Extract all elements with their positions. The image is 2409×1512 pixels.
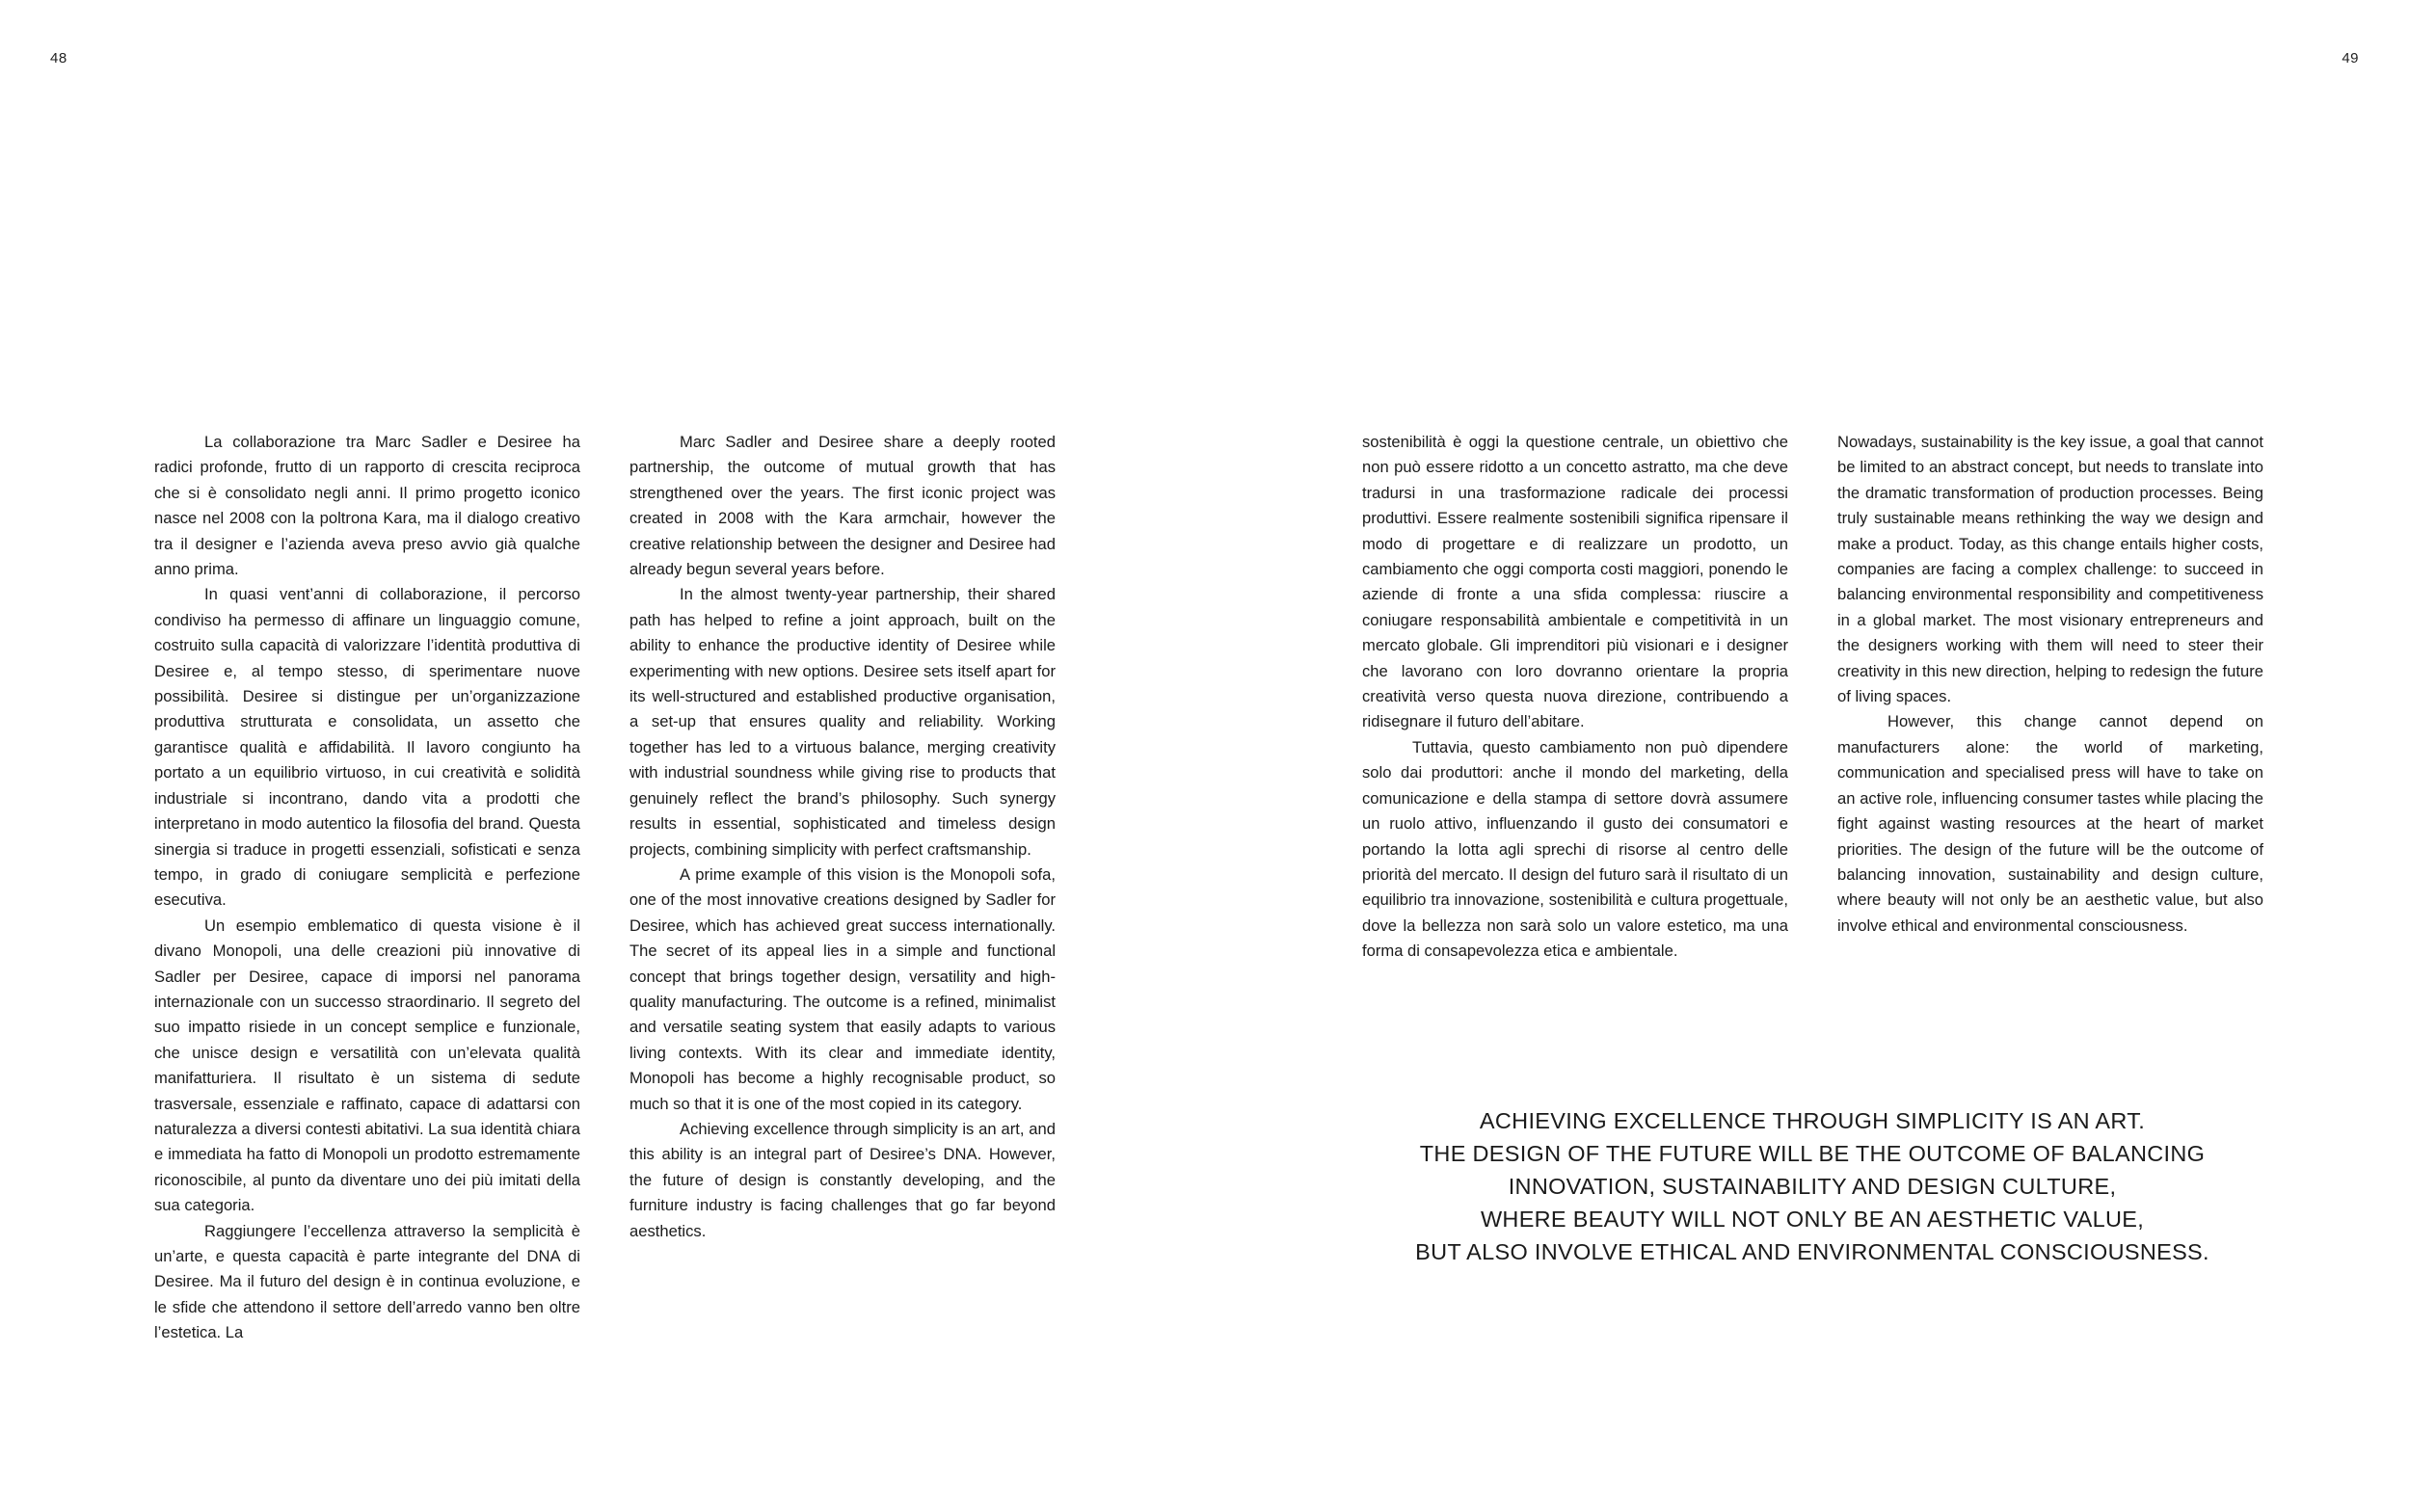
paragraph: Raggiungere l’eccellenza attraverso la semplicità è un’arte, e questa capacità è parte integrante del DNA di Desiree. Ma il futuro del design è in continua evoluzione, e le sfide che attendono il settore dell’arredo vanno ben oltre l’estetica. La: [154, 1221, 580, 1342]
paragraph: Achieving excellence through simplicity is an art, and this ability is an integral part of Desiree’s DNA. However, the future of design is constantly developing, and the furniture industry is facing challenges that go far beyond aesthetics.: [629, 1119, 1056, 1240]
pull-quote: [1388, 1104, 2236, 1268]
paragraph: A prime example of this vision is the Monopoli sofa, one of the most innovative creations designed by Sadler for Desiree, which has achieved great success internationally. The secret of its appeal lies in a simple and functional concept that brings together design, versatility and high-quality manufacturing. The outcome is a refined, minimalist and versatile seating system that easily adapts to various living contexts. With its clear and immediate identity, Monopoli has become a highly recognisable product, so much so that it is one of the most copied in its category.: [629, 864, 1056, 1113]
pull-quote-line: ACHIEVING EXCELLENCE THROUGH SIMPLICITY IS AN ART.: [1479, 1108, 2146, 1133]
pull-quote-line: WHERE BEAUTY WILL NOT ONLY BE AN AESTHETIC VALUE,: [1480, 1207, 2145, 1232]
italian-text-column-right-page: [1362, 430, 1788, 965]
paragraph: Tuttavia, questo cambiamento non può dipendere solo dai produttori: anche il mondo del marketing, della comunicazione e della stampa di settore dovrà assumere un ruolo attivo, influenzando il gusto dei consumatori e portando la lotta agli sprechi di risorse al centro delle priorità del mercato. Il design del futuro sarà il risultato di un equilibrio tra innovazione, sostenibilità e cultura progettuale, dove la bellezza non sarà solo un valore estetico, ma una forma di consapevolezza etica e ambientale.: [1362, 737, 1788, 961]
paragraph: In the almost twenty-year partnership, their shared path has helped to refine a joint approach, built on the ability to enhance the productive identity of Desiree while experimenting with new options. Desiree sets itself apart for its well-structured and established productive organisation, a set-up that ensures quality and reliability. Working together has led to a virtuous balance, merging creativity with industrial soundness while giving rise to products that genuinely reflect the brand’s philosophy. Such synergy results in essential, sophisticated and timeless design projects, combining simplicity with perfect craftsmanship.: [629, 585, 1056, 859]
pull-quote-line: INNOVATION, SUSTAINABILITY AND DESIGN CULTURE,: [1508, 1174, 2117, 1199]
paragraph: Nowadays, sustainability is the key issue, a goal that cannot be limited to an abstract concept, but needs to translate into the dramatic transformation of production processes. Being truly sustainable means rethinking the way we design and make a product. Today, as this change entails higher costs, companies are facing a complex challenge: to succeed in balancing environmental responsibility and competitiveness in a global market. The most visionary entrepreneurs and the designers working with them will need to steer their creativity in this new direction, helping to redesign the future of living spaces.: [1837, 433, 2263, 706]
pull-quote-line: THE DESIGN OF THE FUTURE WILL BE THE OUTCOME OF BALANCING: [1419, 1141, 2206, 1166]
paragraph: In quasi vent’anni di collaborazione, il percorso condiviso ha permesso di affinare un linguaggio comune, costruito sulla capacità di valorizzare l’identità produttiva di Desiree e, al tempo stesso, di sperimentare nuove possibilità. Desiree si distingue per un’organizzazione produttiva strutturata e consolidata, un assetto che garantisce qualità e affidabilità. Il lavoro congiunto ha portato a un equilibrio virtuoso, in cui creatività e solidità industriale si incontrano, dando vita a prodotti che interpretano in modo autentico la filosofia del brand. Questa sinergia si traduce in progetti essenziali, sofisticati e senza tempo, in grado di coniugare semplicità e perfezione esecutiva.: [154, 585, 580, 910]
paragraph: sostenibilità è oggi la questione centrale, un obiettivo che non può essere ridotto a un concetto astratto, ma che deve tradursi in una trasformazione radicale dei processi produttivi. Essere realmente sostenibili significa ripensare il modo di progettare e di realizzare un prodotto, un cambiamento che oggi comporta costi maggiori, ponendo le aziende di fronte a una sfida complessa: riuscire a coniugare responsabilità ambientale e competitività in un mercato globale. Gli imprenditori più visionari e i designer che lavorano con loro dovranno orientare la propria creatività verso questa nuova direzione, contribuendo a ridisegnare il futuro dell’abitare.: [1362, 433, 1788, 731]
paragraph: Un esempio emblematico di questa visione è il divano Monopoli, una delle creazioni più innovative di Sadler per Desiree, capace di imporsi nel panorama internazionale con un successo straordinario. Il segreto del suo impatto risiede in un concept semplice e funzionale, che unisce design e versatilità con un’elevata qualità manifatturiera. Il risultato è un sistema di sedute trasversale, essenziale e raffinato, capace di adattarsi con naturalezza a diversi contesti abitativi. La sua identità chiara e immediata ha fatto di Monopoli un prodotto estremamente riconoscibile, al punto da diventare uno dei più imitati della sua categoria.: [154, 915, 580, 1215]
paragraph: La collaborazione tra Marc Sadler e Desiree ha radici profonde, frutto di un rapporto di crescita reciproca che si è consolidato negli anni. Il primo progetto iconico nasce nel 2008 con la poltrona Kara, ma il dialogo creativo tra il designer e l’azienda aveva preso avvio già qualche anno prima.: [154, 433, 580, 579]
italian-text-column-left-page: [154, 430, 580, 1346]
english-text-column-right-page: [1837, 430, 2263, 939]
pull-quote-line: BUT ALSO INVOLVE ETHICAL AND ENVIRONMENTAL CONSCIOUSNESS.: [1415, 1239, 2209, 1264]
paragraph: However, this change cannot depend on manufacturers alone: the world of marketing, communication and specialised press will have to take on an active role, influencing consumer tastes while placing the fight against wasting resources at the heart of market priorities. The design of the future will be the outcome of balancing innovation, sustainability and design culture, where beauty will not only be an aesthetic value, but also involve ethical and environmental consciousness.: [1837, 712, 2263, 935]
page-number-left: 48: [50, 50, 67, 66]
paragraph: Marc Sadler and Desiree share a deeply rooted partnership, the outcome of mutual growth that has strengthened over the years. The first iconic project was created in 2008 with the Kara armchair, however the creative relationship between the designer and Desiree had already begun several years before.: [629, 433, 1056, 579]
page-number-right: 49: [2342, 50, 2359, 66]
english-text-column-left-page: [629, 430, 1056, 1244]
